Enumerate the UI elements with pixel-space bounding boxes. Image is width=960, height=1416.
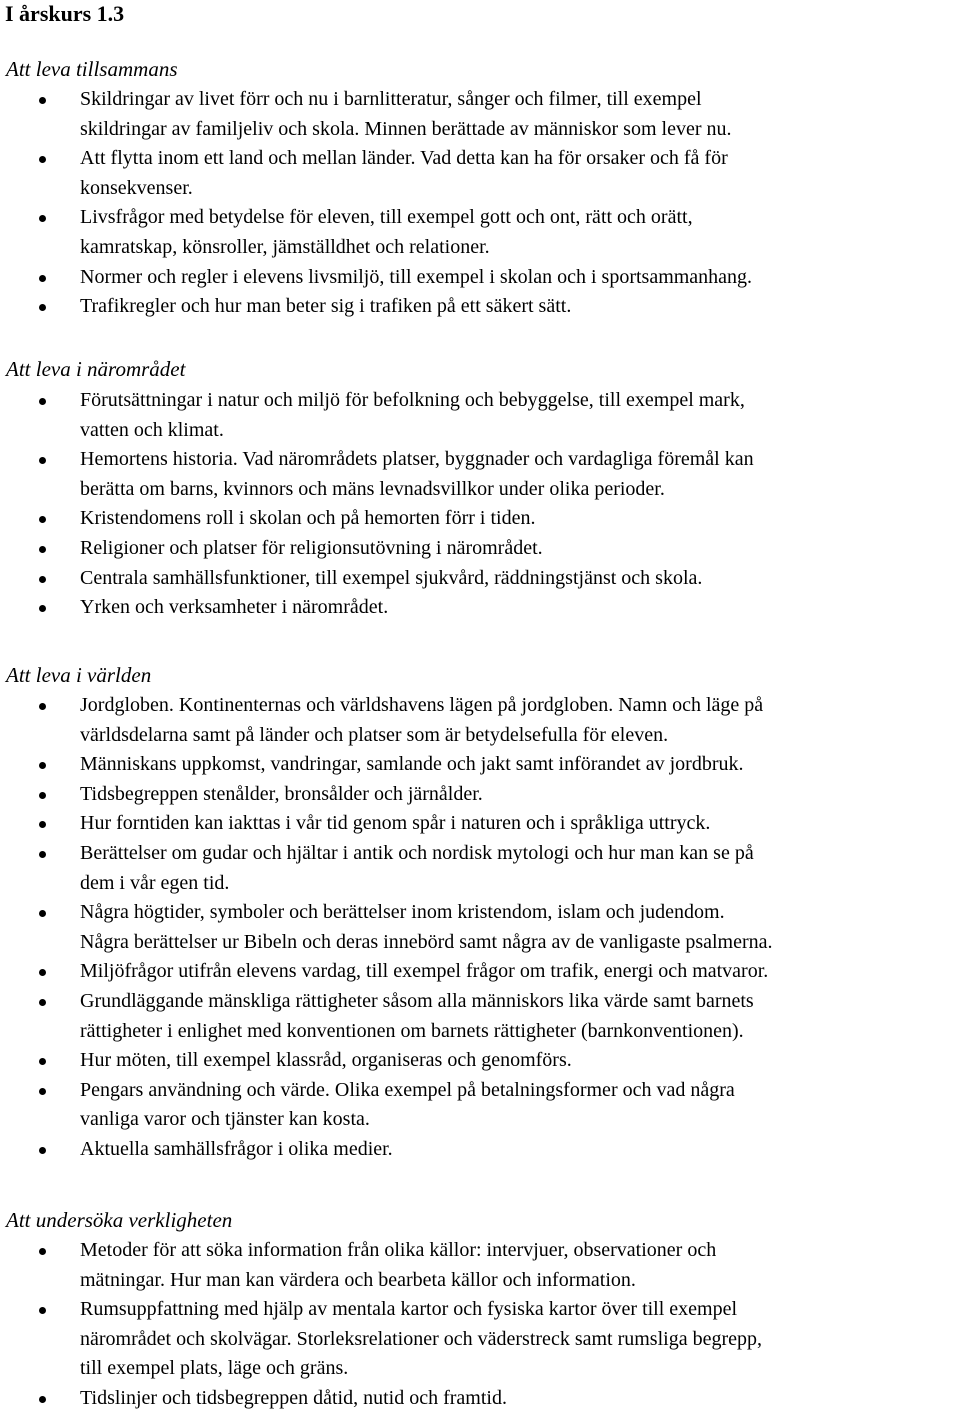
list-item — [0, 1236, 960, 1295]
list-item — [0, 898, 960, 957]
bullet-icon — [39, 275, 46, 282]
list-item-text: Rumsuppfattning med hjälp av mentala kartor och fysiska kartor över till exempel — [80, 1298, 738, 1321]
bullet-icon — [39, 156, 46, 163]
list-item-text: Pengars användning och värde. Olika exempel på betalningsformer och vad några — [80, 1078, 735, 1101]
bullet-icon — [39, 1147, 46, 1154]
list-item-text: Trafikregler och hur man beter sig i trafiken på ett säkert sätt. — [80, 295, 572, 318]
list-item-text: berätta om barns, kvinnors och mäns levnadsvillkor under olika perioder. — [80, 477, 665, 500]
list-item-text: Kristendomens roll i skolan och på hemorten förr i tiden. — [80, 507, 536, 530]
list-item-text: Berättelser om gudar och hjältar i antik och nordisk mytologi och hur man kan se på — [80, 841, 754, 864]
list-item-text: närområdet och skolvägar. Storleksrelationer och väderstreck samt rumsliga begrepp, — [80, 1327, 762, 1350]
list-item-text: Centrala samhällsfunktioner, till exempel sjukvård, räddningstjänst och skola. — [80, 566, 703, 589]
list-item — [0, 1295, 960, 1384]
list-item — [0, 1384, 960, 1414]
list-item-text: Aktuella samhällsfrågor i olika medier. — [80, 1137, 393, 1160]
list-item — [0, 987, 960, 1046]
list-item — [0, 85, 960, 144]
bullet-icon — [39, 999, 46, 1006]
list-item — [0, 750, 960, 780]
section-heading-att-leva-i-naromradet: Att leva i närområdet — [6, 357, 186, 381]
bullet-icon — [39, 792, 46, 799]
list-item — [0, 809, 960, 839]
bullet-icon — [39, 851, 46, 858]
list-item-text: dem i vår egen tid. — [80, 871, 230, 894]
list-item — [0, 839, 960, 898]
bullet-icon — [39, 1307, 46, 1314]
list-item-text: Några högtider, symboler och berättelser inom kristendom, islam och judendom. — [80, 901, 725, 924]
list-item-text: Förutsättningar i natur och miljö för befolkning och bebyggelse, till exempel mark, — [80, 389, 745, 411]
list-item — [0, 1076, 960, 1135]
list-item — [0, 691, 960, 750]
list-item — [0, 144, 960, 203]
bullet-icon — [39, 457, 46, 464]
list-item-text: Religioner och platser för religionsutövning i närområdet. — [80, 536, 543, 559]
bullet-icon — [39, 605, 46, 612]
list-item-text: vanliga varor och tjänster kan kosta. — [80, 1108, 370, 1131]
list-item-text: Grundläggande mänskliga rättigheter såsom alla människors lika värde samt barnets — [80, 989, 754, 1012]
bullet-list-att-leva-i-varlden — [0, 691, 960, 1165]
list-item — [0, 1135, 960, 1165]
list-item — [0, 780, 960, 810]
section-heading-att-undersoka-verkligheten: Att undersöka verkligheten — [6, 1208, 233, 1232]
list-item-text: mätningar. Hur man kan värdera och bearbeta källor och information. — [80, 1268, 636, 1291]
section-heading-att-leva-tillsammans: Att leva tillsammans — [6, 57, 178, 81]
list-item-text: vatten och klimat. — [80, 418, 224, 441]
bullet-list-att-undersoka-verkligheten — [0, 1236, 960, 1414]
list-item-text: konsekvenser. — [80, 176, 193, 199]
bullet-icon — [39, 1058, 46, 1065]
list-item-text: Tidsbegreppen stenålder, bronsålder och järnålder. — [80, 782, 483, 805]
list-item — [0, 386, 960, 445]
list-item-text: skildringar av familjeliv och skola. Minnen berättade av människor som lever nu. — [80, 117, 732, 140]
list-item-text: Hur möten, till exempel klassråd, organiseras och genomförs. — [80, 1049, 572, 1072]
list-item — [0, 292, 960, 322]
list-item — [0, 263, 960, 293]
list-item-text: Hemortens historia. Vad närområdets platser, byggnader och vardagliga föremål kan — [80, 448, 754, 471]
list-item-text: Livsfrågor med betydelse för eleven, till exempel gott och ont, rätt och orätt, — [80, 206, 693, 229]
bullet-icon — [39, 1248, 46, 1255]
bullet-icon — [39, 821, 46, 828]
bullet-icon — [39, 215, 46, 222]
list-item-text: Skildringar av livet förr och nu i barnlitteratur, sånger och filmer, till exempel — [80, 88, 702, 110]
bullet-icon — [39, 398, 46, 405]
bullet-icon — [39, 762, 46, 769]
list-item — [0, 1046, 960, 1076]
list-item-text: Tidslinjer och tidsbegreppen dåtid, nutid och framtid. — [80, 1386, 507, 1409]
list-item-text: Metoder för att söka information från olika källor: intervjuer, observationer och — [80, 1239, 717, 1261]
list-item-text: världsdelarna samt på länder och platser som är betydelsefulla för eleven. — [80, 723, 669, 746]
list-item-text: rättigheter i enlighet med konventionen om barnets rättigheter (barnkonventionen). — [80, 1019, 744, 1042]
page-title: I årskurs 1.3 — [5, 1, 125, 26]
list-item — [0, 445, 960, 504]
list-item-text: Jordgloben. Kontinenternas och världshavens lägen på jordgloben. Namn och läge på — [80, 694, 764, 716]
list-item-text: Normer och regler i elevens livsmiljö, till exempel i skolan och i sportsammanhang. — [80, 265, 753, 288]
bullet-icon — [39, 1088, 46, 1095]
bullet-list-att-leva-i-naromradet — [0, 386, 960, 623]
bullet-icon — [39, 1396, 46, 1403]
bullet-icon — [39, 97, 46, 104]
list-item — [0, 203, 960, 262]
list-item-text: Att flytta inom ett land och mellan länder. Vad detta kan ha för orsaker och få för — [80, 147, 728, 170]
bullet-icon — [39, 304, 46, 311]
bullet-list-att-leva-tillsammans — [0, 85, 960, 322]
bullet-icon — [39, 703, 46, 710]
list-item — [0, 564, 960, 594]
list-item — [0, 957, 960, 987]
list-item — [0, 534, 960, 564]
list-item-text: till exempel plats, läge och gräns. — [80, 1357, 349, 1380]
list-item-text: Några berättelser ur Bibeln och deras innebörd samt några av de vanligaste psalmerna. — [80, 930, 773, 953]
list-item — [0, 593, 960, 623]
bullet-icon — [39, 516, 46, 523]
list-item-text: kamratskap, könsroller, jämställdhet och relationer. — [80, 235, 490, 258]
bullet-icon — [39, 910, 46, 917]
list-item — [0, 504, 960, 534]
list-item-text: Människans uppkomst, vandringar, samlande och jakt samt införandet av jordbruk. — [80, 753, 744, 776]
bullet-icon — [39, 576, 46, 583]
list-item-text: Hur forntiden kan iakttas i vår tid genom spår i naturen och i språkliga uttryck. — [80, 812, 711, 835]
bullet-icon — [39, 546, 46, 553]
bullet-icon — [39, 969, 46, 976]
section-heading-att-leva-i-varlden: Att leva i världen — [6, 663, 152, 687]
list-item-text: Miljöfrågor utifrån elevens vardag, till exempel frågor om trafik, energi och matvaror. — [80, 960, 769, 983]
list-item-text: Yrken och verksamheter i närområdet. — [80, 596, 389, 619]
